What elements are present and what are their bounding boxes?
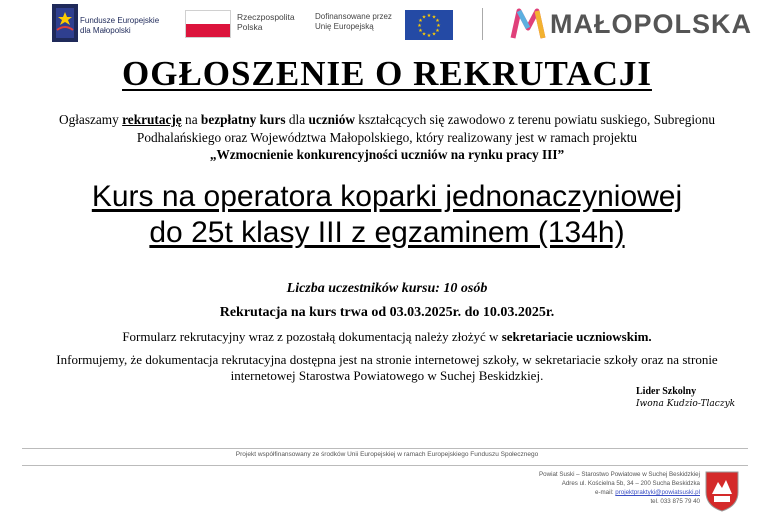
svg-text:★: ★: [418, 18, 423, 24]
signature: Iwona Kudzio-Tlaczyk: [636, 399, 736, 409]
course-title: Kurs na operatora koparki jednonaczyniowej do 25t klasy III z egzaminem (134h): [91, 180, 683, 249]
svg-text:★: ★: [426, 33, 432, 39]
svg-text:★: ★: [431, 31, 437, 38]
intro-paragraph: Ogłaszamy rekrutację na bezpłatny kurs dla uczniów kształcących się zawodowo z terenu powiatu suskiego, Subregionu Podhalańskiego oraz Województwa Małopolskiego, który realizowany jest w ramach projektu „Wzmocnienie konkurencyjności uczniów na rynku pracy III”: [58, 112, 716, 162]
svg-text:★: ★: [421, 31, 427, 38]
svg-text:★: ★: [426, 13, 432, 19]
svg-text:★: ★: [418, 28, 423, 34]
svg-text:★: ★: [435, 28, 440, 34]
svg-text:★: ★: [431, 14, 437, 21]
page-title: OGŁOSZENIE O REKRUTACJI: [122, 54, 652, 93]
rzeczpospolita-polska-logo: [185, 10, 305, 42]
footer-address: Powiat Suski – Starostwo Powiatowe w Suchej Beskidzkiej Adres ul. Kościelna 5b, 34 – 200 Sucha Beskidzka e-mail: projektpraktyki@powiatsuski.pl tel. 033 875 79 40: [539, 471, 700, 505]
footer-divider-top: [22, 448, 748, 449]
coat-of-arms-icon: [704, 470, 740, 512]
malopolska-logo: [510, 6, 752, 44]
rp-logo-text: Rzeczpospolita Polska: [237, 12, 295, 32]
svg-text:★: ★: [435, 18, 440, 24]
malopolska-logo-text: MAŁOPOLSKA: [550, 9, 752, 39]
leader-title: Lider Szkolny: [636, 386, 697, 397]
project-name: „Wzmocnienie konkurencyjności uczniów na rynku pracy III”: [209, 147, 565, 162]
ue-logo-text: Dofinansowane przez Unię Europejską: [315, 12, 392, 31]
logo-divider: [482, 8, 483, 40]
recruitment-dates: Rekrutacja na kurs trwa od 03.03.2025r. do 10.03.2025r.: [219, 305, 555, 320]
footer-divider-bottom: [22, 465, 748, 466]
cofinanced-note: Projekt współfinansowany ze środków Unii Europejskiej w ramach Europejskiego Funduszu Społecznego: [235, 451, 539, 458]
fe-logo-text: Fundusze Europejskie dla Małopolski: [80, 16, 160, 35]
svg-text:★: ★: [436, 23, 441, 29]
documentation-info: Informujemy, że dokumentacja rekrutacyjna dostępna jest na stronie internetowej szkoły, w sekretariacie szkoły oraz na stronie internetowej Starostwa Powiatowego w Suchej Beskidzkiej.: [56, 352, 718, 383]
unia-europejska-logo: [313, 10, 458, 42]
form-info: Formularz rekrutacyjny wraz z pozostałą dokumentacją należy złożyć w sekretariacie uczniowskim.: [122, 329, 652, 344]
email-link[interactable]: projektpraktyki@powiatsuski.pl: [615, 489, 700, 496]
fe-star-icon: [52, 4, 78, 42]
participants-count: Liczba uczestników kursu: 10 osób: [286, 281, 488, 296]
poland-flag-icon: [185, 10, 231, 38]
svg-text:★: ★: [421, 14, 427, 21]
eu-flag-icon: [405, 10, 453, 40]
malopolska-m-icon: [510, 6, 546, 42]
fundusze-europejskie-logo: [52, 4, 172, 44]
svg-text:★: ★: [417, 23, 422, 29]
